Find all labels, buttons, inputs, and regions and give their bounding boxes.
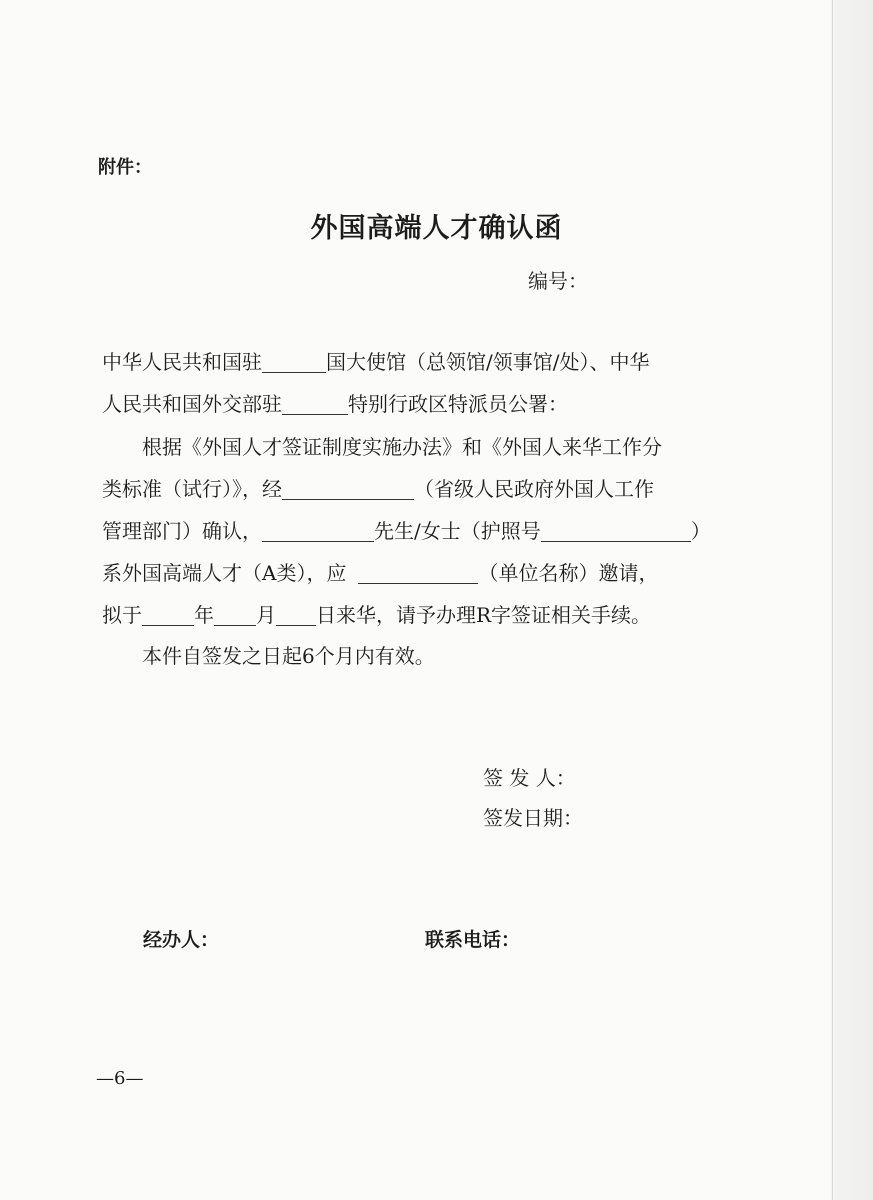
phone-label: 联系电话： <box>425 929 521 951</box>
body-line-2 <box>102 388 568 417</box>
sign-date-label: 签发日期： <box>483 806 583 830</box>
body-line-7 <box>102 599 651 628</box>
handler-label: 经办人： <box>143 929 220 951</box>
page-number: —6— <box>96 1068 144 1089</box>
text: 系外国高端人才（A类），应 <box>102 561 347 585</box>
text: 国大使馆（总领馆/领事馆/处）、中华 <box>326 350 650 374</box>
scan-edge-line <box>832 0 833 1200</box>
text: 拟于 <box>102 603 142 627</box>
signer-label: 签 发 人： <box>483 766 576 790</box>
department-blank[interactable] <box>282 479 414 500</box>
region-blank[interactable] <box>282 394 348 415</box>
text: 特别行政区特派员公署： <box>348 392 568 416</box>
text: （省级人民政府外国人工作 <box>414 477 654 501</box>
year-blank[interactable] <box>142 605 194 626</box>
text: 人民共和国外交部驻 <box>102 392 282 416</box>
month-blank[interactable] <box>214 605 256 626</box>
passport-blank[interactable] <box>541 521 691 542</box>
body-line-1 <box>102 346 649 375</box>
text: 年 <box>194 603 214 627</box>
scan-edge <box>831 0 873 1200</box>
country-blank[interactable] <box>262 352 326 373</box>
body-line-3: 根据《外国人才签证制度实施办法》和《外国人来华工作分 <box>142 435 662 459</box>
text: （单位名称）邀请， <box>478 561 659 585</box>
serial-number-label: 编号： <box>528 269 588 293</box>
text: ） <box>690 519 711 543</box>
text: 日来华，请予办理R字签证相关手续。 <box>316 603 652 627</box>
text: 管理部门）确认， <box>102 519 262 543</box>
document-title: 外国高端人才确认函 <box>310 213 563 244</box>
text: 先生/女士（护照号 <box>374 519 541 543</box>
body-line-6 <box>102 557 658 586</box>
day-blank[interactable] <box>276 605 316 626</box>
body-line-8: 本件自签发之日起6个月内有效。 <box>142 644 435 668</box>
text: 中华人民共和国驻 <box>102 350 262 374</box>
name-blank[interactable] <box>262 521 374 542</box>
body-line-5 <box>102 515 711 544</box>
text: 类标准（试行）》，经 <box>102 477 282 501</box>
attachment-label: 附件： <box>98 157 152 178</box>
body-line-4 <box>102 473 654 502</box>
organization-blank[interactable] <box>358 563 478 584</box>
text: 月 <box>256 603 276 627</box>
